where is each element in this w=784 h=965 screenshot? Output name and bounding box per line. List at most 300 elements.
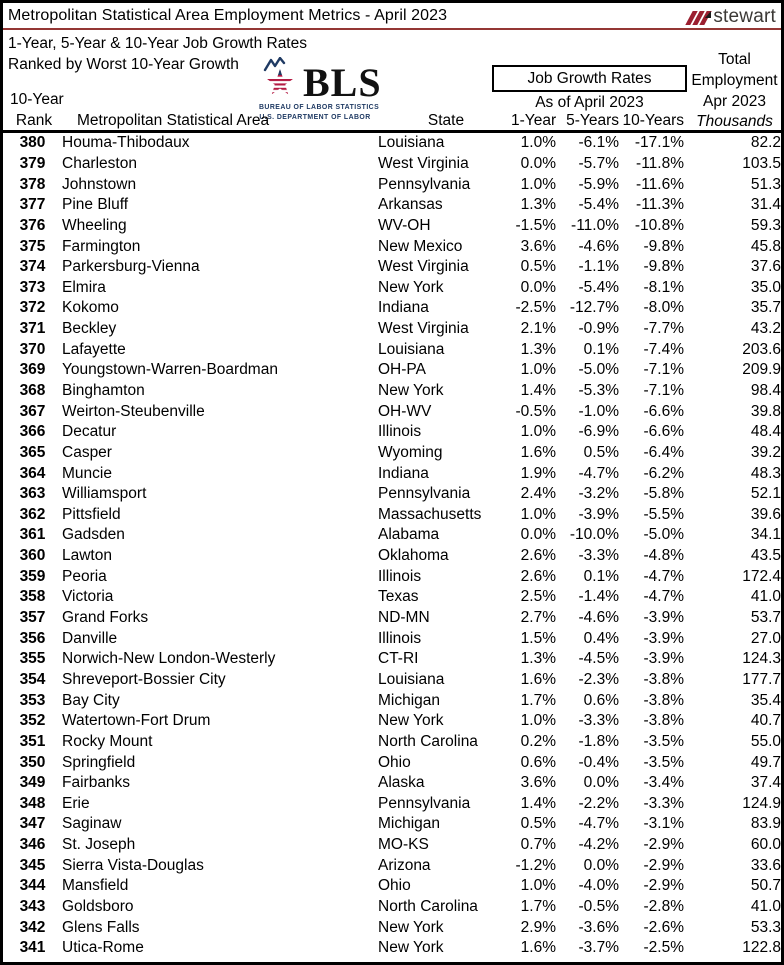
five-years-cell: 0.1%	[583, 340, 619, 358]
ten-years-cell: -7.4%	[643, 340, 684, 358]
ten-years-cell: -2.5%	[643, 939, 684, 957]
msa-name-cell: Weirton-Steubenville	[62, 402, 205, 420]
employment-cell: 31.4	[750, 196, 781, 214]
one-year-cell: 1.4%	[520, 794, 556, 812]
employment-cell: 43.5	[750, 547, 781, 565]
msa-name-cell: Danville	[62, 629, 118, 647]
ten-years-cell: -8.0%	[643, 299, 684, 317]
five-years-cell: -5.9%	[578, 175, 619, 193]
table-row	[3, 360, 781, 381]
msa-name-cell: Watertown-Fort Drum	[62, 712, 211, 730]
table-row	[3, 794, 781, 815]
rank-cell: 360	[19, 547, 46, 565]
stewart-slashes-icon	[689, 10, 711, 25]
one-year-cell: 2.9%	[520, 918, 556, 936]
rank-cell: 366	[19, 423, 46, 441]
rank-cell: 355	[19, 650, 46, 668]
msa-name-cell: Pine Bluff	[62, 196, 129, 214]
ten-years-cell: -11.6%	[636, 175, 684, 193]
rank-cell: 378	[19, 175, 46, 193]
msa-name-cell: Fairbanks	[62, 774, 131, 792]
table-row	[3, 690, 781, 711]
msa-name-cell: Elmira	[62, 278, 106, 296]
table-row	[3, 257, 781, 278]
state-cell: North Carolina	[378, 898, 478, 916]
one-year-cell: 1.7%	[520, 898, 556, 916]
state-cell: Indiana	[378, 464, 429, 482]
ten-years-cell: -2.9%	[643, 836, 684, 854]
rank-cell: 359	[19, 567, 46, 585]
msa-name-cell: St. Joseph	[62, 836, 136, 854]
col-header-rank-line1: 10-Year	[10, 91, 64, 108]
employment-cell: 203.6	[742, 340, 781, 358]
one-year-cell: 1.6%	[520, 670, 556, 688]
state-cell: Louisiana	[378, 670, 445, 688]
employment-cell: 48.3	[750, 464, 781, 482]
rank-cell: 344	[19, 877, 46, 895]
table-row	[3, 628, 781, 649]
state-cell: New York	[378, 939, 444, 957]
state-cell: Alabama	[378, 526, 440, 544]
msa-name-cell: Lawton	[62, 547, 112, 565]
table-row	[3, 339, 781, 360]
five-years-cell: -6.1%	[578, 134, 619, 152]
one-year-cell: 1.4%	[520, 382, 556, 399]
five-years-cell: -0.5%	[578, 898, 619, 916]
employment-cell: 48.4	[750, 423, 781, 441]
employment-cell: 39.2	[750, 443, 781, 461]
job-growth-rates-subheader: As of April 2023	[535, 94, 644, 111]
employment-cell: 37.6	[750, 258, 781, 276]
five-years-cell: -4.0%	[578, 877, 619, 895]
msa-name-cell: Decatur	[62, 423, 117, 441]
col-header-1year: 1-Year	[511, 112, 557, 129]
msa-name-cell: Parkersburg-Vienna	[62, 258, 200, 276]
rank-cell: 353	[19, 691, 46, 709]
col-header-rank-line2: Rank	[15, 112, 53, 129]
employment-cell: 43.2	[750, 320, 781, 338]
ten-years-cell: -2.9%	[643, 856, 684, 874]
state-cell: Illinois	[378, 423, 422, 441]
msa-name-cell: Johnstown	[62, 175, 137, 193]
ten-years-cell: -3.4%	[643, 774, 684, 792]
five-years-cell: -5.7%	[578, 154, 619, 172]
five-years-cell: -10.0%	[569, 526, 619, 544]
state-cell: Michigan	[378, 815, 441, 833]
msa-name-cell: Mansfield	[62, 877, 129, 895]
report-subtitle-line2: Ranked by Worst 10-Year Growth	[8, 56, 239, 73]
rank-cell: 380	[19, 134, 46, 152]
one-year-cell: -2.5%	[515, 299, 556, 317]
table-row	[3, 401, 781, 422]
rank-cell: 377	[19, 196, 46, 214]
msa-name-cell: Erie	[62, 794, 90, 812]
one-year-cell: 1.0%	[520, 712, 556, 730]
employment-cell: 209.9	[742, 361, 781, 379]
state-cell: New York	[378, 712, 444, 730]
table-row	[3, 566, 781, 587]
state-cell: ND-MN	[378, 609, 430, 627]
total-header-line3: Apr 2023	[703, 92, 766, 110]
one-year-cell: 1.9%	[520, 464, 556, 482]
rank-cell: 374	[19, 258, 46, 276]
table-row	[3, 236, 781, 257]
rank-cell: 362	[19, 505, 46, 523]
one-year-cell: 0.6%	[520, 753, 556, 771]
total-header-line2: Employment	[691, 71, 778, 89]
ten-years-cell: -2.8%	[643, 898, 684, 916]
table-row	[3, 670, 781, 691]
table-row	[3, 855, 781, 876]
ten-years-cell: -9.8%	[643, 237, 684, 255]
one-year-cell: -1.5%	[515, 216, 556, 234]
table-row	[3, 381, 781, 402]
ten-years-cell: -11.8%	[636, 154, 684, 172]
table-row	[3, 195, 781, 216]
rank-cell: 350	[19, 753, 46, 771]
bls-star-icon	[259, 57, 301, 103]
one-year-cell: -1.2%	[515, 856, 556, 874]
ten-years-cell: -3.9%	[643, 609, 684, 627]
state-cell: CT-RI	[378, 650, 419, 668]
state-cell: Arizona	[378, 856, 431, 874]
msa-name-cell: Casper	[62, 443, 112, 461]
ten-years-cell: -3.9%	[643, 629, 684, 647]
rank-cell: 342	[19, 918, 46, 936]
five-years-cell: -3.6%	[578, 918, 619, 936]
employment-cell: 83.9	[750, 815, 781, 833]
total-header-line1: Total	[718, 51, 751, 68]
employment-cell: 52.1	[750, 485, 781, 503]
rank-cell: 346	[19, 836, 46, 854]
five-years-cell: 0.0%	[583, 774, 619, 792]
report-subtitle-line1: 1-Year, 5-Year & 10-Year Job Growth Rates	[8, 35, 307, 52]
rank-cell: 364	[19, 464, 46, 482]
table-row	[3, 897, 781, 918]
ten-years-cell: -17.1%	[634, 134, 684, 152]
ten-years-cell: -7.1%	[643, 382, 684, 399]
one-year-cell: 2.6%	[520, 547, 556, 565]
five-years-cell: -5.4%	[578, 278, 619, 296]
one-year-cell: 0.5%	[520, 815, 556, 833]
one-year-cell: 1.3%	[520, 196, 556, 214]
ten-years-cell: -3.5%	[643, 753, 684, 771]
employment-cell: 55.0	[750, 732, 781, 750]
five-years-cell: -2.2%	[578, 794, 619, 812]
rank-cell: 371	[19, 320, 46, 338]
table-row	[3, 546, 781, 567]
ten-years-cell: -8.1%	[643, 278, 684, 296]
rank-cell: 379	[19, 154, 46, 172]
rank-cell: 358	[19, 588, 46, 606]
table-row	[3, 463, 781, 484]
five-years-cell: -2.3%	[578, 670, 619, 688]
five-years-cell: -4.6%	[578, 237, 619, 255]
state-cell: Pennsylvania	[378, 485, 471, 503]
ten-years-cell: -2.9%	[643, 877, 684, 895]
msa-name-cell: Rocky Mount	[62, 732, 153, 750]
ten-years-cell: -6.4%	[643, 443, 684, 461]
msa-table-body	[3, 133, 781, 959]
employment-cell: 34.1	[750, 526, 781, 544]
state-cell: West Virginia	[378, 320, 469, 338]
employment-cell: 40.7	[750, 712, 781, 730]
five-years-cell: -5.0%	[578, 361, 619, 379]
one-year-cell: 1.7%	[520, 691, 556, 709]
five-years-cell: -3.9%	[578, 505, 619, 523]
ten-years-cell: -6.2%	[643, 464, 684, 482]
msa-name-cell: Norwich-New London-Westerly	[62, 650, 276, 668]
employment-cell: 172.4	[742, 567, 781, 585]
msa-name-cell: Houma-Thibodaux	[62, 134, 190, 152]
table-row	[3, 422, 781, 443]
five-years-cell: -3.2%	[578, 485, 619, 503]
ten-years-cell: -3.3%	[643, 794, 684, 812]
five-years-cell: -12.7%	[569, 299, 619, 317]
msa-name-cell: Shreveport-Bossier City	[62, 670, 226, 688]
stewart-logo	[689, 7, 776, 27]
msa-name-cell: Farmington	[62, 237, 141, 255]
employment-cell: 59.3	[750, 216, 781, 234]
rank-cell: 370	[19, 340, 46, 358]
table-row	[3, 484, 781, 505]
ten-years-cell: -4.7%	[643, 588, 684, 606]
msa-name-cell: Youngstown-Warren-Boardman	[62, 361, 278, 379]
five-years-cell: -3.3%	[578, 547, 619, 565]
one-year-cell: 1.0%	[520, 175, 556, 193]
table-row	[3, 443, 781, 464]
state-cell: New Mexico	[378, 237, 463, 255]
state-cell: Oklahoma	[378, 547, 449, 565]
ten-years-cell: -10.8%	[634, 216, 684, 234]
rank-cell: 375	[19, 237, 46, 255]
rank-cell: 373	[19, 278, 46, 296]
ten-years-cell: -5.5%	[643, 505, 684, 523]
five-years-cell: -4.6%	[578, 609, 619, 627]
employment-cell: 35.0	[750, 278, 781, 296]
one-year-cell: 3.6%	[520, 774, 556, 792]
five-years-cell: -11.0%	[571, 216, 619, 234]
table-row	[3, 876, 781, 897]
job-growth-rates-group-header: Job Growth Rates	[492, 65, 687, 92]
employment-cell: 60.0	[750, 836, 781, 854]
rank-cell: 365	[19, 443, 46, 461]
employment-cell: 103.5	[742, 154, 781, 172]
msa-name-cell: Williamsport	[62, 485, 147, 503]
five-years-cell: 0.6%	[583, 691, 619, 709]
employment-cell: 124.3	[742, 650, 781, 668]
state-cell: Louisiana	[378, 134, 445, 152]
one-year-cell: 1.6%	[520, 939, 556, 957]
ten-years-cell: -3.8%	[643, 691, 684, 709]
ten-years-cell: -3.9%	[643, 650, 684, 668]
five-years-cell: -1.0%	[578, 402, 619, 420]
five-years-cell: -4.7%	[578, 815, 619, 833]
rank-cell: 354	[19, 670, 46, 688]
msa-name-cell: Charleston	[62, 154, 137, 172]
msa-name-cell: Utica-Rome	[62, 939, 144, 957]
one-year-cell: 0.0%	[520, 526, 556, 544]
employment-cell: 35.7	[750, 299, 781, 317]
ten-years-cell: -5.8%	[643, 485, 684, 503]
msa-name-cell: Gadsden	[62, 526, 125, 544]
ten-years-cell: -3.8%	[643, 670, 684, 688]
state-cell: Indiana	[378, 299, 429, 317]
msa-name-cell: Goldsboro	[62, 898, 134, 916]
five-years-cell: -5.3%	[578, 382, 619, 399]
bls-caption-line1: BUREAU OF LABOR STATISTICS	[259, 104, 380, 111]
state-cell: OH-PA	[378, 361, 426, 379]
table-row	[3, 133, 781, 154]
state-cell: North Carolina	[378, 732, 478, 750]
five-years-cell: -6.9%	[578, 423, 619, 441]
one-year-cell: 1.5%	[520, 629, 556, 647]
rank-cell: 349	[19, 774, 46, 792]
employment-cell: 53.7	[750, 609, 781, 627]
one-year-cell: 2.4%	[520, 485, 556, 503]
one-year-cell: 3.6%	[520, 237, 556, 255]
rank-cell: 356	[19, 629, 46, 647]
ten-years-cell: -3.1%	[643, 815, 684, 833]
msa-name-cell: Pittsfield	[62, 505, 121, 523]
msa-table	[3, 133, 781, 959]
one-year-cell: 1.0%	[520, 423, 556, 441]
col-header-msa: Metropolitan Statistical Area	[77, 112, 270, 129]
msa-name-cell: Sierra Vista-Douglas	[62, 856, 204, 874]
five-years-cell: 0.4%	[583, 629, 619, 647]
table-row	[3, 835, 781, 856]
employment-cell: 39.8	[750, 402, 781, 420]
one-year-cell: 1.0%	[520, 877, 556, 895]
ten-years-cell: -6.6%	[643, 423, 684, 441]
employment-cell: 41.0	[750, 588, 781, 606]
report-header	[3, 3, 781, 133]
ten-years-cell: -2.6%	[643, 918, 684, 936]
employment-cell: 122.8	[742, 939, 781, 957]
employment-cell: 50.7	[750, 877, 781, 895]
bls-caption-line2: U.S. DEPARTMENT OF LABOR	[259, 113, 371, 121]
state-cell: New York	[378, 278, 444, 296]
state-cell: Illinois	[378, 629, 422, 647]
rank-cell: 376	[19, 216, 46, 234]
employment-cell: 37.4	[750, 774, 781, 792]
ten-years-cell: -3.8%	[643, 712, 684, 730]
state-cell: Massachusetts	[378, 505, 482, 523]
one-year-cell: 2.7%	[520, 609, 556, 627]
one-year-cell: 1.6%	[520, 443, 556, 461]
state-cell: Illinois	[378, 567, 422, 585]
one-year-cell: 1.0%	[520, 505, 556, 523]
msa-name-cell: Grand Forks	[62, 609, 149, 627]
stewart-wordmark: stewart	[713, 6, 776, 27]
msa-name-cell: Saginaw	[62, 815, 122, 833]
col-header-10years: 10-Years	[622, 112, 684, 129]
rank-cell: 363	[19, 485, 46, 503]
five-years-cell: -1.8%	[578, 732, 619, 750]
one-year-cell: 0.5%	[520, 258, 556, 276]
msa-name-cell: Binghamton	[62, 382, 145, 399]
state-cell: Arkansas	[378, 196, 443, 214]
rank-cell: 341	[19, 939, 46, 957]
rank-cell: 367	[19, 402, 46, 420]
state-cell: Michigan	[378, 691, 441, 709]
employment-cell: 53.3	[750, 918, 781, 936]
five-years-cell: -1.1%	[578, 258, 619, 276]
one-year-cell: 1.0%	[520, 361, 556, 379]
state-cell: West Virginia	[378, 154, 469, 172]
table-row	[3, 587, 781, 608]
table-row	[3, 298, 781, 319]
employment-cell: 98.4	[750, 382, 781, 399]
rank-cell: 352	[19, 712, 46, 730]
rank-cell: 343	[19, 898, 46, 916]
ten-years-cell: -3.5%	[643, 732, 684, 750]
one-year-cell: 0.7%	[520, 836, 556, 854]
page-title: Metropolitan Statistical Area Employment Metrics - April 2023	[8, 7, 448, 24]
state-cell: Pennsylvania	[378, 175, 471, 193]
table-row	[3, 649, 781, 670]
rank-cell: 368	[19, 382, 46, 399]
ten-years-cell: -6.6%	[643, 402, 684, 420]
table-row	[3, 938, 781, 959]
table-row	[3, 752, 781, 773]
msa-name-cell: Wheeling	[62, 216, 127, 234]
ten-years-cell: -9.8%	[643, 258, 684, 276]
table-row	[3, 216, 781, 237]
ten-years-cell: -4.7%	[643, 567, 684, 585]
state-cell: Pennsylvania	[378, 794, 471, 812]
title-underline	[3, 28, 781, 30]
state-cell: OH-WV	[378, 402, 432, 420]
ten-years-cell: -11.3%	[636, 196, 684, 214]
employment-cell: 33.6	[750, 856, 781, 874]
one-year-cell: 2.1%	[520, 320, 556, 338]
one-year-cell: 2.6%	[520, 567, 556, 585]
state-cell: Ohio	[378, 753, 411, 771]
rank-cell: 351	[19, 732, 46, 750]
one-year-cell: 0.0%	[520, 154, 556, 172]
employment-cell: 39.6	[750, 505, 781, 523]
table-row	[3, 319, 781, 340]
five-years-cell: 0.0%	[583, 856, 619, 874]
bls-logo	[259, 57, 382, 122]
msa-name-cell: Peoria	[62, 567, 107, 585]
employment-cell: 177.7	[742, 670, 781, 688]
rank-cell: 372	[19, 299, 46, 317]
table-row	[3, 814, 781, 835]
table-row	[3, 711, 781, 732]
table-row	[3, 773, 781, 794]
msa-name-cell: Glens Falls	[62, 918, 140, 936]
col-header-state: State	[427, 112, 465, 129]
one-year-cell: 1.0%	[520, 134, 556, 152]
five-years-cell: -4.2%	[578, 836, 619, 854]
table-row	[3, 732, 781, 753]
table-row	[3, 154, 781, 175]
five-years-cell: -4.5%	[578, 650, 619, 668]
ten-years-cell: -7.7%	[643, 320, 684, 338]
one-year-cell: -0.5%	[515, 402, 556, 420]
employment-cell: 82.2	[750, 134, 781, 152]
msa-name-cell: Muncie	[62, 464, 112, 482]
one-year-cell: 2.5%	[520, 588, 556, 606]
table-row	[3, 525, 781, 546]
msa-name-cell: Bay City	[62, 691, 120, 709]
rank-cell: 348	[19, 794, 46, 812]
five-years-cell: -0.4%	[578, 753, 619, 771]
msa-name-cell: Victoria	[62, 588, 114, 606]
msa-name-cell: Kokomo	[62, 299, 119, 317]
